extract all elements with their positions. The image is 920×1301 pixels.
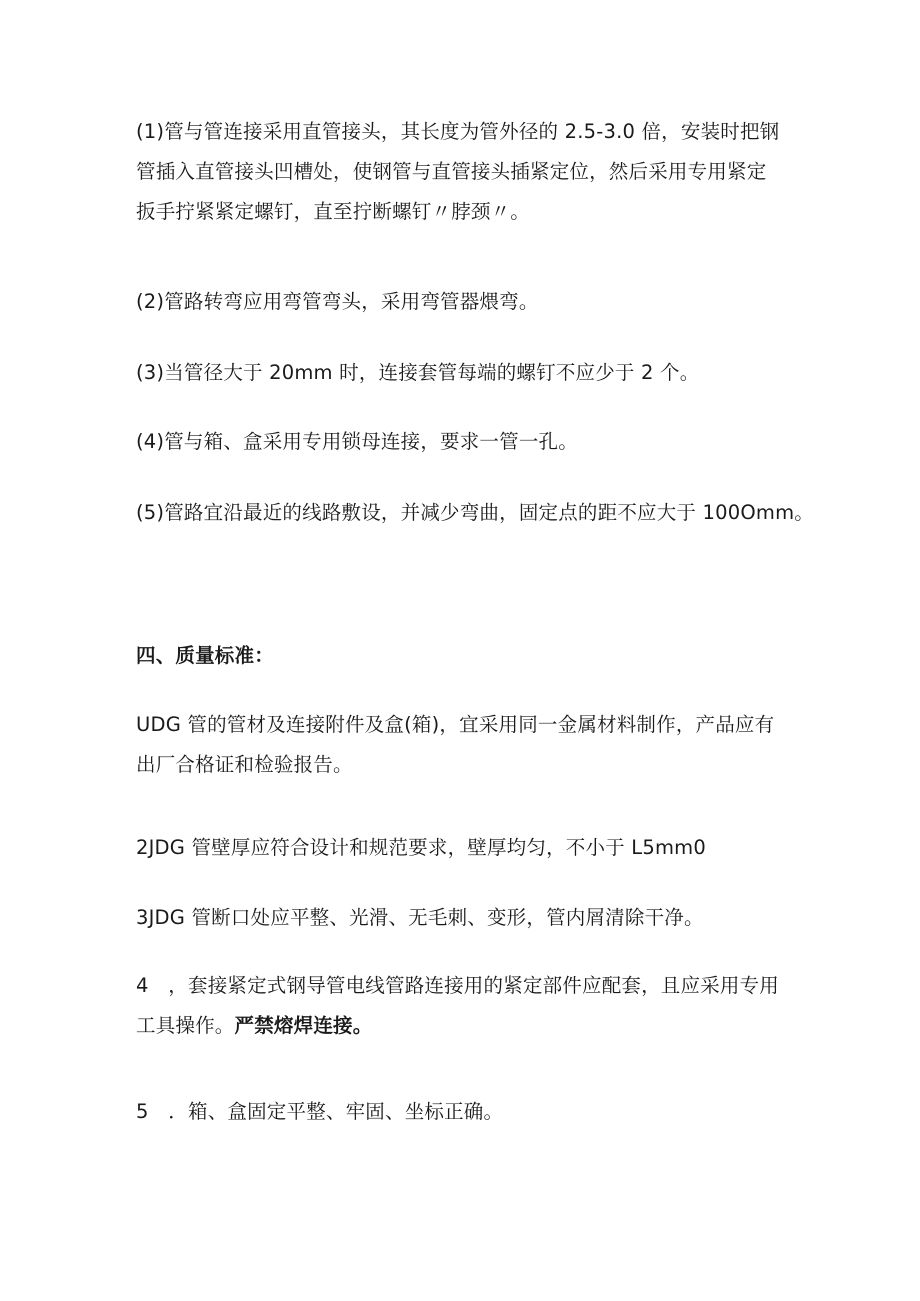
text-line: (2)管路转弯应用弯管弯头，采用弯管器煨弯。 [136,290,539,313]
section-heading: 四、质量标准： [136,644,274,667]
text-line: (5)管路宜沿最近的线路敷设，并减少弯曲，固定点的距不应大于 100Omm。 [136,501,814,524]
quality-item-3: 3JDG 管断口处应平整、光滑、无毛刺、变形，管内屑清除干净。 [136,906,704,929]
text-line: (3)当管径大于 20mm 时，连接套管每端的螺钉不应少于 2 个。 [136,361,700,384]
text-line: 4 ，套接紧定式钢导管电线管路连接用的紧定部件应配套，且应采用专用 [136,974,780,997]
paragraph-item-4 [136,422,796,462]
quality-item-2: 2JDG 管壁厚应符合设计和规范要求，壁厚均匀，不小于 L5mm0 [136,836,706,859]
text-line: (4)管与箱、盒采用专用锁母连接，要求一管一孔。 [136,430,578,453]
text-line: 管插入直管接头凹槽处，使钢管与直管接头插紧定位，然后采用专用紧定 [136,160,767,183]
paragraph-item-5 [136,493,814,533]
quality-item-4 [136,966,796,1046]
paragraph-item-3 [136,353,796,393]
text-line: (1)管与管连接采用直管接头，其长度为管外径的 2.5-3.0 倍，安装时把钢 [136,120,780,143]
paragraph-item-2 [136,282,796,322]
text-line: UDG 管的管材及连接附件及盒(箱)，宜采用同一金属材料制作，产品应有 [136,713,775,736]
quality-item-1 [136,705,796,785]
text-run: 工具操作。 [136,1014,235,1037]
text-line: 出厂合格证和检验报告。 [136,753,353,776]
text-line: 扳手拧紧紧定螺钉，直至拧断螺钉〃脖颈〃。 [136,200,531,223]
emphasis-text: 严禁熔焊连接。 [234,1014,373,1037]
paragraph-item-1 [136,112,796,232]
text-line [136,1006,796,1046]
quality-item-5: 5 ．箱、盒固定平整、牢固、坐标正确。 [136,1100,504,1123]
